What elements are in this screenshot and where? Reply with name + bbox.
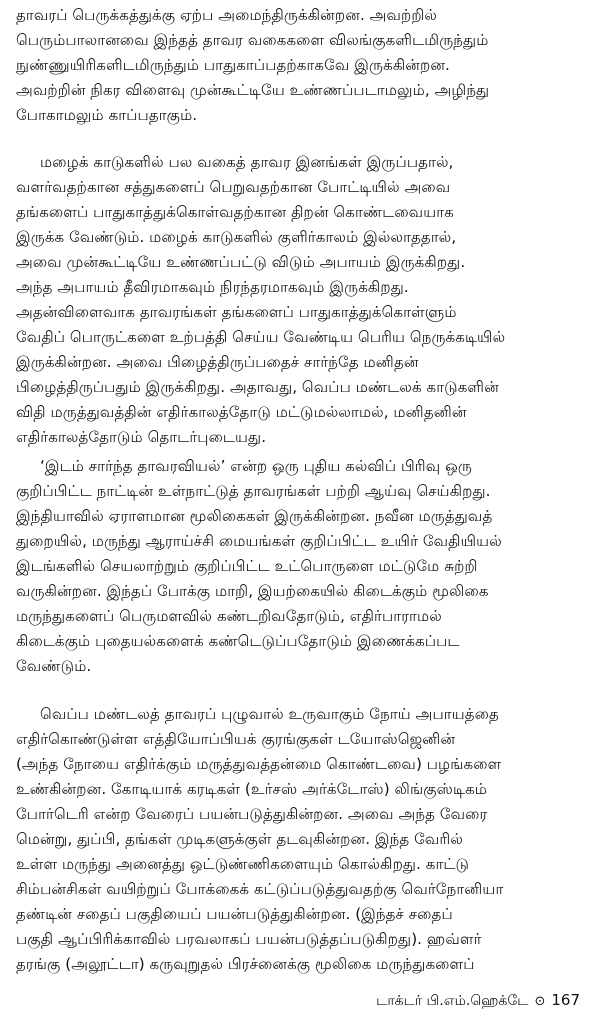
text-line: மென்று, துப்பி, தங்கள் முடிகளுக்குள் தடவுகின்றன. இந்த வேரில் [16, 830, 463, 848]
text-line: நுண்ணுயிரிகளிடமிருந்தும் பாதுகாப்பதற்காகவே இருக்கின்றன. [16, 56, 450, 74]
text-line: வளர்வதற்கான சத்துகளைப் பெறுவதற்கான போட்டியில் அவை [16, 178, 451, 196]
text-line: ‘இடம் சார்ந்த தாவரவியல்’ என்ற ஒரு புதிய கல்விப் பிரிவு ஒரு [40, 457, 472, 475]
paragraph-3 [16, 454, 586, 679]
text-line: பெரும்பாலானவை இந்தத் தாவர வகைகளை விலங்குகளிடமிருந்தும் [16, 31, 489, 49]
text-line: மருந்துகளைப் பெருமளவில் கண்டறிவதோடும், எதிர்பாராமல் [16, 607, 442, 625]
text-line: தண்டின் சதைப் பகுதியைப் பயன்படுத்துகின்றன. (இந்தச் சதைப் [16, 905, 453, 923]
text-line: துறையில், மருந்து ஆராய்ச்சி மையங்கள் குறிப்பிட்ட உயிர் வேதியியல் [16, 532, 502, 550]
text-line: போர்டெரி என்ற வேரைப் பயன்படுத்துகின்றன. அவை அந்த வேரை [16, 805, 488, 823]
text-line: குறிப்பிட்ட நாட்டின் உள்நாட்டுத் தாவரங்கள் பற்றி ஆய்வு செய்கிறது. [16, 482, 491, 500]
text-line: அந்த அபாயம் தீவிரமாகவும் நிரந்தரமாகவும் இருக்கிறது. [16, 278, 409, 296]
text-line: தரங்கு (அலூட்டா) கருவுறுதல் பிரச்னைக்கு மூலிகை மருந்துகளைப் [16, 955, 475, 973]
page-number: 167 [551, 991, 580, 1009]
text-line: வருகின்றன. இந்தப் போக்கு மாறி, இயற்கையில் கிடைக்கும் மூலிகை [16, 582, 489, 600]
text-line: எதிர்கொண்டுள்ள எத்தியோப்பியக் குரங்குகள் டயோஸ்ஜெனின் [16, 730, 456, 748]
paragraph-2 [16, 150, 586, 450]
text-line: அவை முன்கூட்டியே உண்ணப்பட்டு விடும் அபாயம் இருக்கிறது. [16, 253, 466, 271]
paragraph-4 [16, 702, 586, 977]
page-footer [376, 988, 580, 1013]
text-line: இருக்க வேண்டும். மழைக் காடுகளில் குளிர்காலம் இல்லாததால், [16, 228, 457, 246]
text-line: தங்களைப் பாதுகாத்துக்கொள்வதற்கான திறன் கொண்டவையாக [16, 203, 454, 221]
text-line: மழைக் காடுகளில் பல வகைத் தாவர இனங்கள் இருப்பதால், [40, 153, 454, 171]
text-line: தாவரப் பெருக்கத்துக்கு ஏற்ப அமைந்திருக்கின்றன. அவற்றில் [16, 6, 438, 24]
footer-separator-icon: ⊙ [534, 994, 546, 1009]
text-line: (அந்த நோயை எதிர்க்கும் மருத்துவத்தன்மை கொண்டவை) பழங்களை [16, 755, 502, 773]
text-line: உள்ள மருந்து அனைத்து ஒட்டுண்ணிகளையும் கொல்கிறது. காட்டு [16, 855, 470, 873]
text-line: போகாமலும் காப்பதாகும். [16, 106, 198, 124]
text-line: பகுதி ஆப்பிரிக்காவில் பரவலாகப் பயன்படுத்தப்படுகிறது). ஹவ்ளர் [16, 930, 482, 948]
footer-author: டாக்டர் பி.எம்.ஹெக்டே [376, 993, 529, 1009]
text-line: பிழைத்திருப்பதும் இருக்கிறது. அதாவது, வெப்ப மண்டலக் காடுகளின் [16, 378, 499, 396]
text-line: அதன்விளைவாக தாவரங்கள் தங்களைப் பாதுகாத்துக்கொள்ளும் [16, 303, 457, 321]
text-line: உண்கின்றன. கோடியாக் கரடிகள் (உர்சஸ் அர்க்டோஸ்) லிங்குஸ்டிகம் [16, 780, 488, 798]
text-line: இடங்களில் செயலாற்றும் குறிப்பிட்ட உட்பொருளை மட்டுமே சுற்றி [16, 557, 478, 575]
paragraph-1 [16, 3, 586, 128]
text-line: எதிர்காலத்தோடும் தொடர்புடையது. [16, 428, 267, 446]
text-line: இந்தியாவில் ஏராளமான மூலிகைகள் இருக்கின்றன. நவீன மருத்துவத் [16, 507, 493, 525]
text-line: விதி மருத்துவத்தின் எதிர்காலத்தோடு மட்டுமல்லாமல், மனிதனின் [16, 403, 467, 421]
text-line: வேண்டும். [16, 657, 92, 675]
text-line: வெப்ப மண்டலத் தாவரப் புழுவால் உருவாகும் நோய் அபாயத்தை [40, 705, 499, 723]
text-line: கிடைக்கும் புதையல்களைக் கண்டெடுப்பதோடும் இணைக்கப்பட [16, 632, 460, 650]
text-line: வேதிப் பொருட்களை உற்பத்தி செய்ய வேண்டிய பெரிய நெருக்கடியில் [16, 328, 506, 346]
text-line: இருக்கின்றன. அவை பிழைத்திருப்பதைச் சார்ந்தே மனிதன் [16, 353, 419, 371]
text-line: சிம்பன்சிகள் வயிற்றுப் போக்கைக் கட்டுப்படுத்துவதற்கு வெர்நோனியா [16, 880, 504, 898]
text-line: அவற்றின் நிகர விளைவு முன்கூட்டியே உண்ணப்படாமலும், அழிந்து [16, 81, 490, 99]
